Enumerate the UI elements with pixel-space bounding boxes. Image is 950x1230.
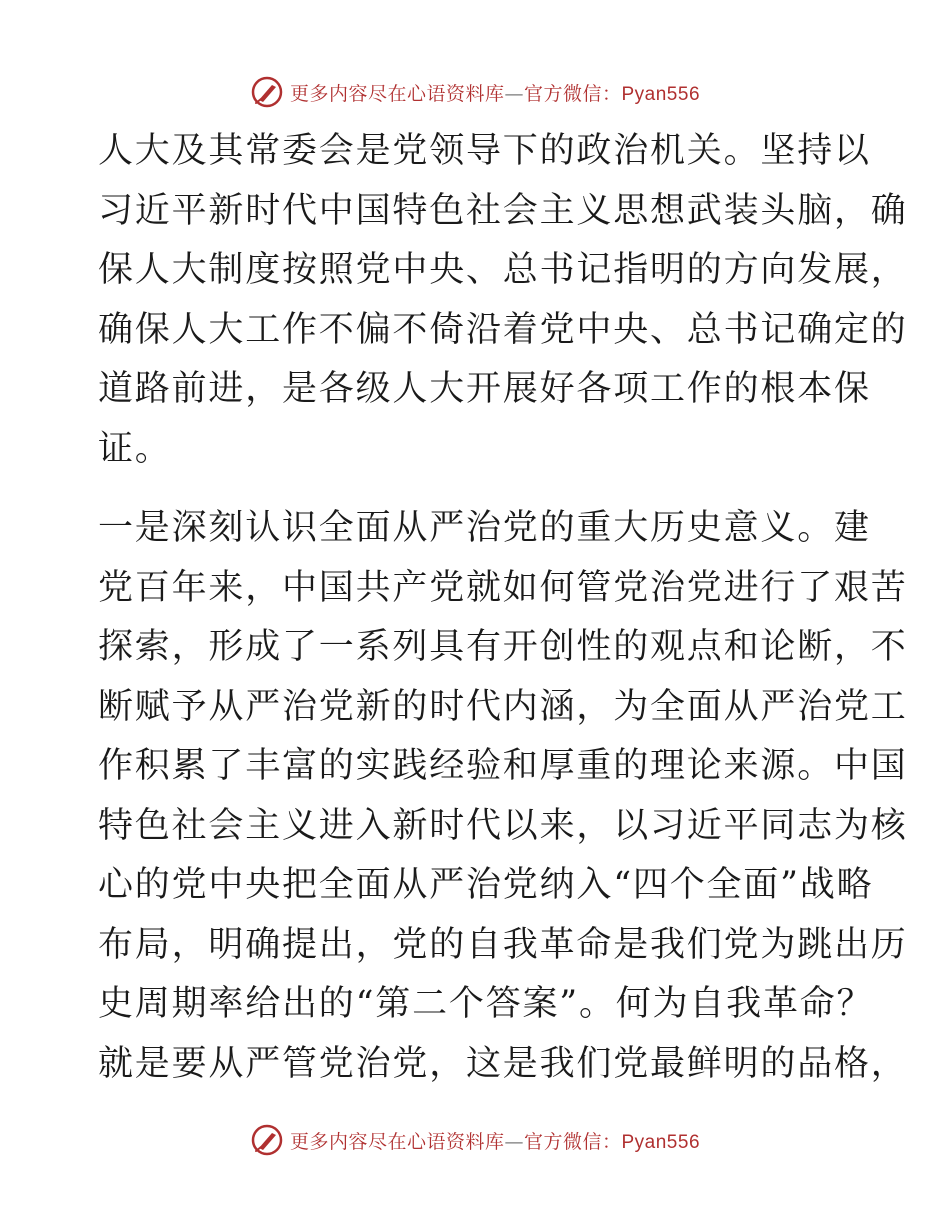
watermark-brand: 更多内容尽在心语资料库 [289,82,505,105]
watermark-account: Pyan556 [621,1131,701,1153]
watermark-separator: — [504,82,524,105]
watermark-text [290,79,700,106]
text-line: 心的党中央把全面从严治党纳入“四个全面”战略 [98,865,874,905]
footer-watermark [0,1120,950,1160]
text-line: 断赋予从严治党新的时代内涵，为全面从严治党工 [98,686,908,727]
text-line: 布局，明确提出，党的自我革命是我们党为跳出历 [98,924,908,965]
text-line: 人大及其常委会是党领导下的政治机关。坚持以 [98,131,871,171]
watermark-separator: — [504,1130,524,1153]
text-line: 探索，形成了一系列具有开创性的观点和论断，不 [98,627,908,667]
text-line: 保人大制度按照党中央、总书记指明的方向发展， [98,250,908,290]
document-body [98,122,908,1094]
watermark-label: 官方微信： [523,1130,622,1153]
text-line: 特色社会主义进入新时代以来，以习近平同志为核 [98,805,908,846]
text-line: 确保人大工作不偏不倚沿着党中央、总书记确定的 [98,309,908,350]
header-watermark [0,72,950,112]
text-line: 一是深刻认识全面从严治党的重大历史意义。建 [98,508,871,548]
text-line: 习近平新时代中国特色社会主义思想武装头脑，确 [98,190,908,231]
watermark-text [290,1127,700,1154]
text-line: 就是要从严管党治党，这是我们党最鲜明的品格， [98,1043,908,1084]
text-line: 道路前进，是各级人大开展好各项工作的根本保 [98,369,871,409]
watermark-brand: 更多内容尽在心语资料库 [289,1130,505,1153]
quill-logo-icon [250,75,284,109]
text-line: 作积累了丰富的实践经验和厚重的理论来源。中国 [98,746,908,786]
quill-logo-icon [250,1123,284,1157]
paragraph-2 [98,499,908,1094]
text-line: 证。 [98,428,172,469]
text-line: 党百年来，中国共产党就如何管党治党进行了艰苦 [98,567,908,608]
paragraph-1 [98,122,908,479]
watermark-label: 官方微信： [523,82,622,105]
text-line: 史周期率给出的“第二个答案”。何为自我革命？ [98,984,874,1024]
watermark-account: Pyan556 [621,83,701,105]
